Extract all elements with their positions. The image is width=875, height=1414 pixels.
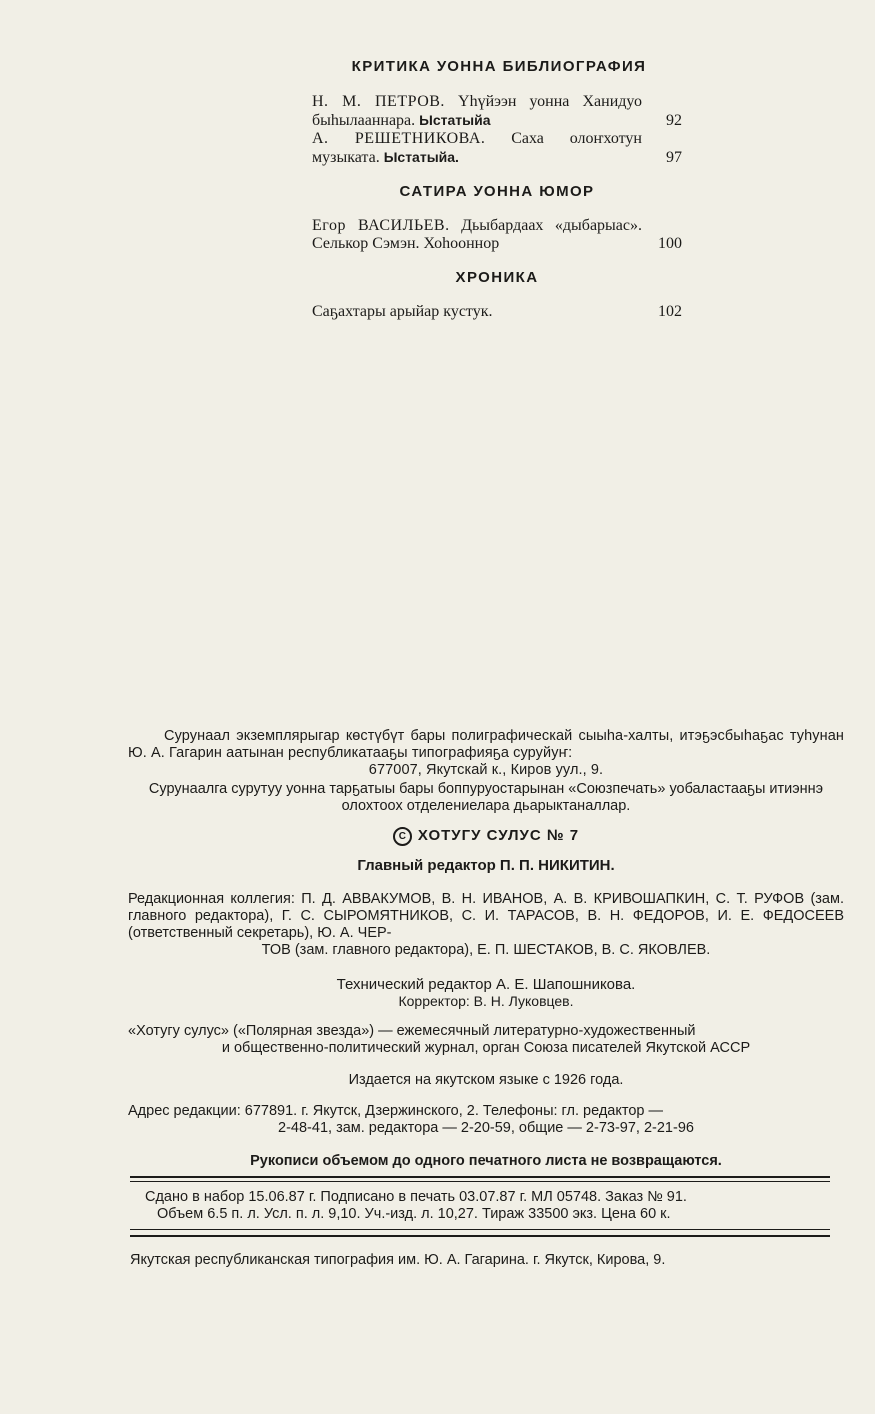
editorial-address-text: Адрес редакции: 677891. г. Якутск, Дзержинского, 2. Телефоны: гл. редактор —: [128, 1103, 664, 1119]
distribution-note: Сурунаалга сурутуу уонна тарҕатыы бары боппуруостарынан «Союзпечать» уобаластааҕы итиэннэ олохтоох отделениелара дьарыктаналлар.: [148, 781, 824, 814]
entry-page-number: 97: [666, 149, 682, 166]
divider: [130, 1235, 830, 1237]
subscription-address: 677007, Якутскай к., Киров уул., 9.: [368, 762, 604, 778]
toc-entry: [312, 303, 682, 321]
entry-title: Саҕахтары арыйар кустук.: [312, 303, 493, 320]
table-of-contents: [312, 58, 682, 321]
section-heading-criticism: КРИТИКА УОННА БИБЛИОГРАФИЯ: [351, 58, 647, 75]
copyright-icon: C: [393, 827, 412, 846]
proofreader: Корректор: В. Н. Луковцев.: [398, 993, 574, 1009]
divider: [130, 1229, 830, 1230]
journal-description-text: «Хотугу сулус» («Полярная звезда») — ежемесячный литературно-художественный: [128, 1023, 696, 1039]
divider: [130, 1176, 830, 1178]
editorial-phones: 2-48-41, зам. редактора — 2-20-59, общие — 2-73-97, 2-21-96: [278, 1120, 694, 1136]
section-heading-satire: САТИРА УОННА ЮМОР: [399, 183, 595, 200]
copyright-line: [128, 827, 844, 846]
entry-page-number: 102: [658, 303, 682, 320]
editorial-board: [128, 891, 844, 959]
section-heading-chronicle: ХРОНИКА: [455, 269, 539, 286]
publication-since: Издается на якутском языке с 1926 года.: [348, 1072, 624, 1088]
toc-entry: [312, 93, 682, 130]
copyright-text: ХОТУГУ СУЛУС № 7: [417, 827, 580, 844]
entry-kind: Ыстатыйа.: [383, 149, 459, 165]
entry-author: Н. М. ПЕТРОВ.: [312, 93, 445, 110]
technical-editor: Технический редактор А. Е. Шапошникова.: [336, 976, 636, 993]
toc-entry: [312, 130, 682, 167]
journal-description-last-line: и общественно-политический журнал, орган Союза писателей Якутской АССР: [221, 1040, 751, 1056]
entry-page-number: 100: [658, 235, 682, 252]
journal-description: [128, 1023, 844, 1057]
entry-title: Дьыбардаах «дыбарыас». Селькор Сэмэн. Хоһооннор: [312, 217, 642, 252]
subscription-note: [128, 728, 844, 779]
imprint-block: [128, 728, 844, 1169]
entry-kind: Ыстатыйа: [419, 112, 491, 128]
printer-info: Якутская республиканская типография им. Ю. А. Гагарина. г. Якутск, Кирова, 9.: [130, 1252, 666, 1268]
entry-title: Үһүйээн уонна Ханидуо быһылааннара.: [312, 93, 643, 129]
entry-author: А. РЕШЕТНИКОВА.: [312, 130, 486, 147]
printing-data-line: Сдано в набор 15.06.87 г. Подписано в печать 03.07.87 г. МЛ 05748. Заказ № 91.: [145, 1189, 687, 1205]
entry-page-number: 92: [666, 112, 682, 129]
subscription-text: Сурунаал экземплярыгар көстүбүт бары полиграфическай сыыһа-халты, итэҕэсбыһаҕас туһунан Ю. А. Гагарин аатынан республикатааҕы типографияҕа суруйуҥ:: [128, 728, 844, 761]
manuscript-notice: Рукописи объемом до одного печатного листа не возвращаются.: [250, 1153, 722, 1169]
printing-data: [145, 1189, 825, 1223]
printing-data-line: Объем 6.5 п. л. Усл. п. л. 9,10. Уч.-изд. л. 10,27. Тираж 33500 экз. Цена 60 к.: [157, 1206, 671, 1222]
divider: [130, 1181, 830, 1182]
toc-entry: [312, 217, 682, 253]
editorial-address: [128, 1103, 844, 1137]
editorial-board-last-line: ТОВ (зам. главного редактора), Е. П. ШЕСТАКОВ, В. С. ЯКОВЛЕВ.: [261, 942, 711, 958]
editorial-board-text: Редакционная коллегия: П. Д. АВВАКУМОВ, В. Н. ИВАНОВ, А. В. КРИВОШАПКИН, С. Т. РУФОВ (зам. главного редактора), Г. С. СЫРОМЯТНИКОВ, С. И. ТАРАСОВ, В. Н. ФЕДОРОВ, И. Е. ФЕДОСЕЕВ (ответственный секретарь), Ю. А. ЧЕР-: [128, 891, 844, 941]
chief-editor: Главный редактор П. П. НИКИТИН.: [357, 857, 615, 874]
entry-title: Саха олоҥхотун музыката.: [312, 130, 642, 166]
entry-author: Егор ВАСИЛЬЕВ.: [312, 217, 450, 234]
